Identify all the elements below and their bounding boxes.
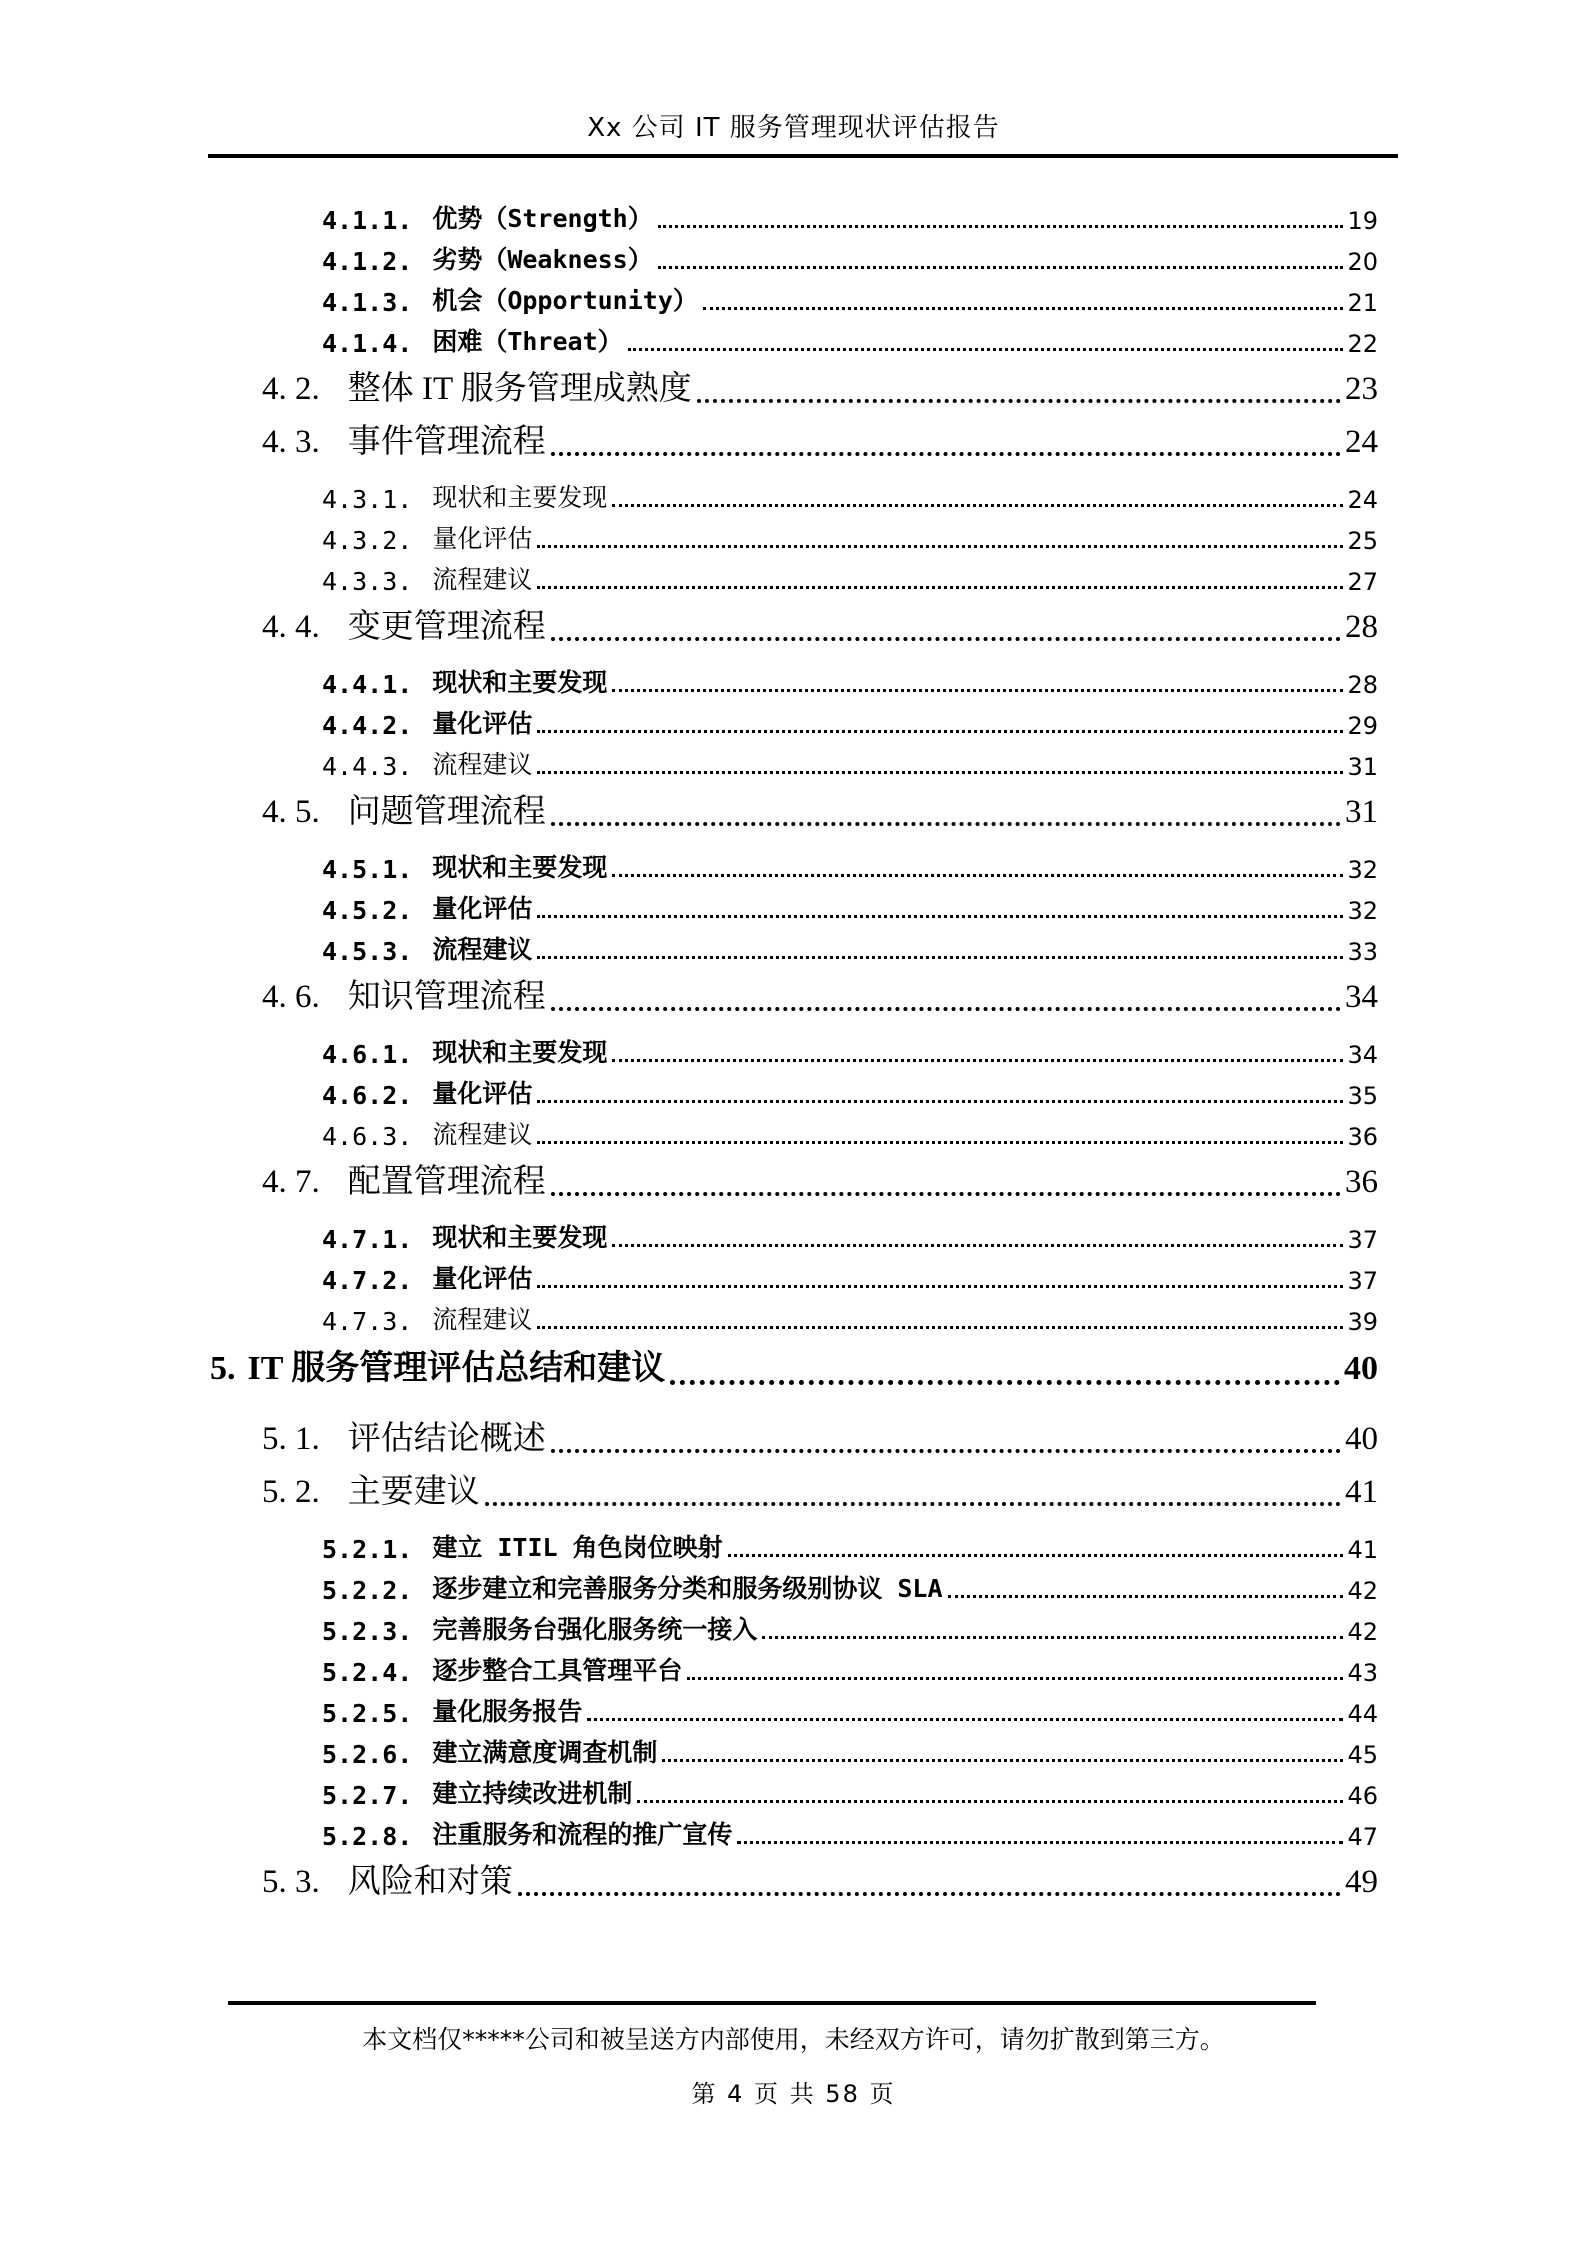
toc-entry[interactable]	[210, 658, 1378, 699]
toc-dot-leader	[612, 1244, 1343, 1247]
toc-entry[interactable]	[210, 1028, 1378, 1069]
toc-entry-title: 现状和主要发现	[432, 668, 608, 697]
toc-entry-page-number: 33	[1347, 938, 1378, 966]
toc-entry-page-number: 23	[1345, 371, 1378, 407]
toc-entry-page-number: 29	[1347, 712, 1378, 740]
toc-entry-page-number: 39	[1347, 1308, 1378, 1336]
toc-entry[interactable]	[210, 1523, 1378, 1564]
toc-entry-page-number: 21	[1347, 289, 1378, 317]
toc-entry-number: 4.4.2.	[322, 711, 413, 740]
toc-entry-title: 现状和主要发现	[432, 853, 608, 882]
toc-entry-page-number: 47	[1347, 1823, 1378, 1851]
toc-entry-page-number: 40	[1344, 1350, 1378, 1387]
toc-dot-leader	[697, 399, 1341, 403]
table-of-contents	[210, 194, 1378, 1904]
toc-entry-number: 4.3.2.	[322, 526, 413, 555]
toc-entry-title: 问题管理流程	[347, 794, 546, 830]
toc-entry[interactable]	[210, 514, 1378, 555]
toc-entry-title: 建立持续改进机制	[432, 1779, 633, 1808]
toc-dot-leader	[518, 1892, 1341, 1896]
toc-dot-leader	[703, 307, 1344, 310]
toc-dot-leader	[537, 771, 1343, 774]
toc-entry-number: 5.2.3.	[322, 1617, 413, 1646]
toc-entry-number: 4.1.4.	[322, 329, 413, 358]
toc-entry-number: 4. 7.	[262, 1164, 320, 1200]
toc-entry-page-number: 37	[1347, 1226, 1378, 1254]
toc-entry-title: 流程建议	[432, 1120, 533, 1149]
toc-entry-number: 5.2.4.	[322, 1658, 413, 1687]
toc-entry-page-number: 34	[1347, 1041, 1378, 1069]
toc-entry-number: 4.6.3.	[322, 1122, 413, 1151]
toc-entry-number: 4.5.2.	[322, 896, 413, 925]
toc-entry-title: 主要建议	[347, 1474, 480, 1510]
toc-entry-number: 4. 5.	[262, 794, 320, 830]
toc-entry-number: 4.4.1.	[322, 670, 413, 699]
toc-entry-title: 变更管理流程	[347, 609, 546, 645]
toc-entry-page-number: 42	[1347, 1618, 1378, 1646]
toc-dot-leader	[762, 1636, 1343, 1639]
toc-entry-title: 量化评估	[432, 1264, 533, 1293]
toc-entry[interactable]	[210, 235, 1378, 276]
toc-dot-leader	[537, 586, 1343, 589]
toc-dot-leader	[537, 956, 1343, 959]
toc-entry[interactable]	[210, 1470, 1378, 1514]
toc-entry-title: 建立满意度调查机制	[432, 1738, 658, 1767]
document-header-title: Xx 公司 IT 服务管理现状评估报告	[587, 113, 1000, 143]
toc-entry-number: 4.7.2.	[322, 1266, 413, 1295]
toc-entry-title: 注重服务和流程的推广宣传	[432, 1820, 733, 1849]
toc-dot-leader	[612, 689, 1343, 692]
toc-entry-number: 5.2.8.	[322, 1822, 413, 1851]
toc-entry-number: 4. 2.	[262, 371, 320, 407]
toc-dot-leader	[948, 1595, 1344, 1598]
toc-entry-title: IT 服务管理评估总结和建议	[247, 1350, 666, 1387]
toc-dot-leader	[587, 1718, 1343, 1721]
toc-entry-page-number: 31	[1345, 794, 1378, 830]
toc-entry[interactable]	[210, 1417, 1378, 1461]
toc-dot-leader	[551, 1192, 1341, 1196]
toc-entry-page-number: 28	[1347, 671, 1378, 699]
toc-entry-title: 风险和对策	[347, 1864, 513, 1900]
toc-dot-leader	[551, 1449, 1341, 1453]
toc-entry-number: 4.1.3.	[322, 288, 413, 317]
toc-entry-page-number: 40	[1345, 1421, 1378, 1457]
toc-entry-title: 量化评估	[432, 894, 533, 923]
toc-dot-leader	[658, 266, 1344, 269]
toc-entry-title: 现状和主要发现	[432, 483, 608, 512]
toc-entry-number: 4.5.3.	[322, 937, 413, 966]
toc-entry-page-number: 27	[1347, 568, 1378, 596]
toc-entry-page-number: 49	[1345, 1864, 1378, 1900]
page-number-indicator: 第 4 页 共 58 页	[691, 2080, 896, 2108]
toc-entry-page-number: 35	[1347, 1082, 1378, 1110]
toc-entry[interactable]	[210, 276, 1378, 317]
toc-entry[interactable]	[210, 1295, 1378, 1336]
toc-entry[interactable]	[210, 194, 1378, 235]
toc-entry-number: 4.5.1.	[322, 855, 413, 884]
toc-entry-number: 5.2.1.	[322, 1535, 413, 1564]
toc-entry-number: 5.2.5.	[322, 1699, 413, 1728]
toc-entry[interactable]	[210, 473, 1378, 514]
toc-entry-number: 5.2.6.	[322, 1740, 413, 1769]
toc-entry-page-number: 28	[1345, 609, 1378, 645]
toc-entry[interactable]	[210, 367, 1378, 411]
toc-dot-leader	[537, 1100, 1343, 1103]
toc-entry-title: 评估结论概述	[347, 1421, 546, 1457]
toc-dot-leader	[551, 637, 1341, 641]
toc-entry[interactable]	[210, 1860, 1378, 1904]
toc-entry-page-number: 32	[1347, 856, 1378, 884]
toc-entry-page-number: 25	[1347, 527, 1378, 555]
toc-entry-number: 4. 3.	[262, 424, 320, 460]
toc-entry-number: 4. 4.	[262, 609, 320, 645]
toc-entry[interactable]	[210, 605, 1378, 649]
toc-entry[interactable]	[210, 975, 1378, 1019]
toc-entry[interactable]	[210, 555, 1378, 596]
toc-entry-page-number: 36	[1347, 1123, 1378, 1151]
toc-entry-page-number: 42	[1347, 1577, 1378, 1605]
toc-entry-number: 4.3.3.	[322, 567, 413, 596]
toc-entry[interactable]	[210, 1345, 1378, 1393]
toc-entry-page-number: 19	[1347, 207, 1378, 235]
toc-entry-number: 4.7.3.	[322, 1307, 413, 1336]
toc-entry[interactable]	[210, 1769, 1378, 1810]
toc-dot-leader	[537, 545, 1343, 548]
toc-dot-leader	[612, 1059, 1343, 1062]
toc-entry-title: 现状和主要发现	[432, 1038, 608, 1067]
toc-entry-page-number: 20	[1347, 248, 1378, 276]
toc-entry-title: 建立 ITIL 角色岗位映射	[432, 1533, 723, 1562]
toc-entry[interactable]	[210, 1160, 1378, 1204]
toc-entry-number: 5.2.7.	[322, 1781, 413, 1810]
toc-entry[interactable]	[210, 420, 1378, 464]
toc-dot-leader	[537, 1326, 1343, 1329]
toc-entry[interactable]	[210, 1213, 1378, 1254]
toc-entry[interactable]	[210, 1564, 1378, 1605]
toc-dot-leader	[537, 730, 1343, 733]
toc-entry-page-number: 36	[1345, 1164, 1378, 1200]
toc-entry[interactable]	[210, 1254, 1378, 1295]
toc-entry-title: 整体 IT 服务管理成熟度	[347, 371, 692, 407]
toc-dot-leader	[485, 1502, 1341, 1506]
toc-entry[interactable]	[210, 1687, 1378, 1728]
toc-dot-leader	[537, 915, 1343, 918]
toc-dot-leader	[551, 822, 1341, 826]
toc-dot-leader	[687, 1677, 1343, 1680]
toc-dot-leader	[670, 1380, 1340, 1385]
toc-dot-leader	[662, 1759, 1343, 1762]
toc-entry-page-number: 31	[1347, 753, 1378, 781]
toc-entry-number: 5. 3.	[262, 1864, 320, 1900]
toc-entry[interactable]	[210, 699, 1378, 740]
toc-dot-leader	[658, 225, 1344, 228]
toc-entry-title: 机会（Opportunity）	[432, 286, 698, 315]
toc-entry-number: 4.4.3.	[322, 752, 413, 781]
toc-entry-title: 完善服务台强化服务统一接入	[432, 1615, 758, 1644]
toc-entry-page-number: 46	[1347, 1782, 1378, 1810]
toc-entry[interactable]	[210, 790, 1378, 834]
toc-entry-number: 4.6.2.	[322, 1081, 413, 1110]
toc-entry-page-number: 41	[1347, 1536, 1378, 1564]
toc-entry-page-number: 43	[1347, 1659, 1378, 1687]
toc-dot-leader	[728, 1554, 1344, 1557]
toc-entry-number: 4.7.1.	[322, 1225, 413, 1254]
toc-dot-leader	[537, 1141, 1343, 1144]
toc-entry[interactable]	[210, 317, 1378, 358]
toc-entry-page-number: 41	[1345, 1474, 1378, 1510]
toc-entry-title: 流程建议	[432, 935, 533, 964]
toc-entry-page-number: 22	[1347, 330, 1378, 358]
toc-entry-title: 现状和主要发现	[432, 1223, 608, 1252]
toc-entry-page-number: 44	[1347, 1700, 1378, 1728]
toc-dot-leader	[628, 348, 1344, 351]
toc-entry-title: 量化评估	[432, 709, 533, 738]
toc-entry-title: 流程建议	[432, 750, 533, 779]
toc-entry-title: 劣势（Weakness）	[432, 245, 653, 274]
toc-entry-title: 困难（Threat）	[432, 327, 623, 356]
toc-entry-title: 逐步整合工具管理平台	[432, 1656, 683, 1685]
toc-entry-number: 5.2.2.	[322, 1576, 413, 1605]
toc-entry-number: 4.6.1.	[322, 1040, 413, 1069]
toc-entry-page-number: 24	[1345, 424, 1378, 460]
toc-dot-leader	[612, 874, 1343, 877]
toc-dot-leader	[537, 1285, 1343, 1288]
toc-entry-title: 优势（Strength）	[432, 204, 653, 233]
toc-entry-number: 4. 6.	[262, 979, 320, 1015]
toc-entry[interactable]	[210, 740, 1378, 781]
toc-dot-leader	[612, 504, 1343, 507]
toc-entry-title: 知识管理流程	[347, 979, 546, 1015]
toc-entry-title: 流程建议	[432, 1305, 533, 1334]
toc-entry-number: 5. 2.	[262, 1474, 320, 1510]
toc-entry-page-number: 45	[1347, 1741, 1378, 1769]
toc-entry-number: 4.1.2.	[322, 247, 413, 276]
toc-entry[interactable]	[210, 1110, 1378, 1151]
toc-entry-title: 量化评估	[432, 524, 533, 553]
header-divider	[208, 154, 1398, 158]
toc-entry-page-number: 24	[1347, 486, 1378, 514]
toc-entry-title: 量化评估	[432, 1079, 533, 1108]
toc-entry-number: 4.1.1.	[322, 206, 413, 235]
toc-dot-leader	[551, 1007, 1341, 1011]
toc-entry[interactable]	[210, 1069, 1378, 1110]
toc-entry-page-number: 32	[1347, 897, 1378, 925]
toc-entry-title: 量化服务报告	[432, 1697, 583, 1726]
toc-dot-leader	[637, 1800, 1343, 1803]
toc-entry[interactable]	[210, 884, 1378, 925]
toc-dot-leader	[551, 452, 1341, 456]
toc-entry[interactable]	[210, 843, 1378, 884]
toc-entry-number: 4.3.1.	[322, 485, 413, 514]
confidentiality-notice: 本文档仅*****公司和被呈送方内部使用，未经双方许可，请勿扩散到第三方。	[362, 2025, 1225, 2054]
toc-entry-number: 5. 1.	[262, 1421, 320, 1457]
toc-entry[interactable]	[210, 1728, 1378, 1769]
toc-entry-title: 流程建议	[432, 565, 533, 594]
toc-entry-number: 5.	[210, 1350, 236, 1387]
toc-entry-page-number: 37	[1347, 1267, 1378, 1295]
footer-divider	[228, 2001, 1316, 2005]
toc-entry[interactable]	[210, 925, 1378, 966]
toc-entry-title: 逐步建立和完善服务分类和服务级别协议 SLA	[432, 1574, 943, 1603]
toc-entry-title: 事件管理流程	[347, 424, 546, 460]
toc-entry[interactable]	[210, 1810, 1378, 1851]
toc-entry-title: 配置管理流程	[347, 1164, 546, 1200]
toc-dot-leader	[737, 1841, 1343, 1844]
toc-entry-page-number: 34	[1345, 979, 1378, 1015]
toc-entry[interactable]	[210, 1646, 1378, 1687]
toc-entry[interactable]	[210, 1605, 1378, 1646]
